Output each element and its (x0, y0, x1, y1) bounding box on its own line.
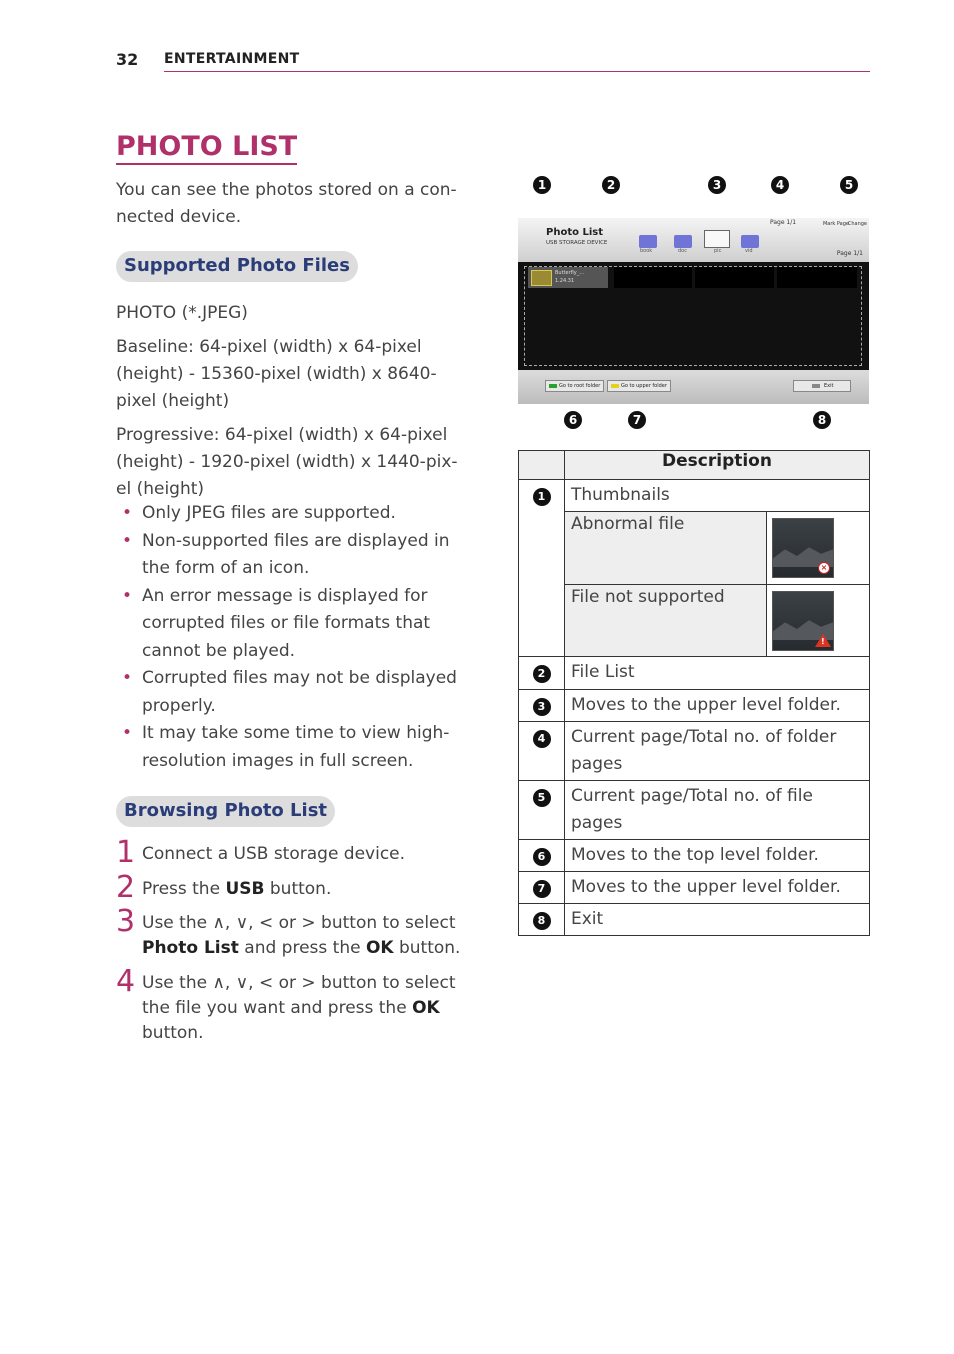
table-cell: Exit (565, 904, 870, 936)
step-text: Use the ∧, ∨, < or > button to select (142, 913, 456, 933)
step-text: and press the (238, 938, 366, 958)
step-text: Use the ∧, ∨, < or > button to select the file you want and press the (142, 973, 456, 1018)
callout-3: 3 (708, 176, 726, 194)
table-cell: Current page/Total no. of folder pages (565, 722, 870, 781)
callout-7: 7 (628, 411, 646, 429)
abnormal-file-label: Abnormal file (565, 512, 767, 585)
step-text: button. (142, 1023, 204, 1043)
warning-icon: ! (815, 634, 831, 647)
table-key (519, 722, 565, 781)
step-3 (116, 904, 476, 961)
file-name: Butterfly_... (555, 270, 585, 276)
exit-button[interactable]: Exit (793, 380, 851, 392)
folder-icon[interactable] (741, 235, 759, 248)
step-number: 4 (116, 964, 136, 999)
callout-8: 8 (813, 411, 831, 429)
folder-label: pic (714, 248, 722, 254)
step-key: Photo List (142, 938, 239, 958)
table-key (519, 872, 565, 904)
photo-format: PHOTO (*.JPEG) (116, 303, 248, 323)
folder-label: vid (745, 248, 753, 254)
key-number: 8 (533, 912, 551, 930)
table-header: Description (565, 451, 870, 480)
not-supported-label: File not supported (565, 585, 767, 657)
screen-footer (518, 370, 869, 404)
go-to-upper-button[interactable]: Go to upper folder (607, 380, 671, 392)
table-key (519, 690, 565, 722)
step-2 (116, 870, 476, 905)
key-number: 3 (533, 698, 551, 716)
table-cell: Thumbnails (565, 480, 870, 512)
go-to-root-button[interactable]: Go to root folder (545, 380, 604, 392)
step-4 (116, 964, 476, 1046)
step-key: OK (365, 938, 394, 958)
folder-label: doc (678, 248, 687, 254)
list-item: • Non-supported files are displayed in the form of an icon. (116, 528, 476, 583)
table-cell: Moves to the upper level folder. (565, 872, 870, 904)
list-item: • Corrupted files may not be displayed properly. (116, 665, 476, 720)
table-header-blank (519, 451, 565, 480)
intro-text: You can see the photos stored on a con-nected device. (116, 180, 457, 227)
key-number: 4 (533, 730, 551, 748)
page-title: PHOTO LIST (116, 131, 297, 165)
step-number: 3 (116, 904, 136, 939)
screen-subtitle: USB STORAGE DEVICE (546, 240, 608, 246)
step-text: button. (393, 938, 461, 958)
x-error-icon: × (818, 562, 830, 574)
folder-icon[interactable] (639, 235, 657, 248)
progressive-spec: Progressive: 64-pixel (width) x 64-pixel (height) - 1920-pixel (width) x 1440-pix-el (height) (116, 425, 458, 499)
table-key (519, 657, 565, 690)
folder-icon[interactable] (674, 235, 692, 248)
file-page-indicator: Page 1/1 (836, 250, 863, 257)
file-cell-selected[interactable] (528, 267, 608, 288)
list-item: • Only JPEG files are supported. (116, 500, 476, 528)
file-cell[interactable] (777, 267, 857, 288)
list-item: • An error message is displayed for corrupted files or file formats that cannot be played. (116, 583, 476, 666)
not-supported-thumb (767, 585, 870, 657)
file-cell[interactable] (695, 267, 774, 288)
abnormal-thumbnail (772, 518, 834, 578)
step-key: USB (225, 879, 265, 899)
step-number: 2 (116, 870, 136, 905)
browsing-heading: Browsing Photo List (116, 796, 335, 827)
table-cell: File List (565, 657, 870, 690)
header-rule (164, 71, 870, 72)
callout-4: 4 (771, 176, 789, 194)
step-text: Press the (142, 879, 226, 899)
page-number: 32 (116, 50, 139, 69)
key-number: 1 (533, 488, 551, 506)
table-cell: Current page/Total no. of file pages (565, 781, 870, 840)
description-table (518, 450, 870, 936)
baseline-spec: Baseline: 64-pixel (width) x 64-pixel (height) - 15360-pixel (width) x 8640-pixel (height) (116, 337, 437, 411)
supported-notes (116, 500, 476, 775)
screen-title: Photo List (546, 227, 603, 238)
supported-heading: Supported Photo Files (116, 251, 358, 282)
not-supported-thumbnail (772, 591, 834, 651)
folder-page-indicator: Page 1/1 (770, 219, 797, 226)
abnormal-file-thumb (767, 512, 870, 585)
table-key (519, 781, 565, 840)
table-cell: Moves to the upper level folder. (565, 690, 870, 722)
photo-list-screenshot (518, 218, 869, 404)
step-1 (116, 835, 476, 870)
screen-header (518, 218, 869, 262)
callout-6: 6 (564, 411, 582, 429)
step-text: button. (264, 879, 332, 899)
upper-folder-icon[interactable] (704, 230, 730, 248)
file-list (518, 262, 869, 370)
key-number: 2 (533, 665, 551, 683)
file-cell[interactable] (614, 267, 692, 288)
section-name: ENTERTAINMENT (164, 51, 300, 67)
table-key (519, 840, 565, 872)
step-text: Connect a USB storage device. (142, 844, 406, 864)
folder-label: book (640, 248, 653, 254)
file-date: 1.24.31 (555, 278, 575, 284)
key-number: 6 (533, 848, 551, 866)
table-cell: Moves to the top level folder. (565, 840, 870, 872)
callout-1: 1 (533, 176, 551, 194)
step-number: 1 (116, 835, 136, 870)
table-key (519, 904, 565, 936)
step-key: OK (412, 998, 440, 1018)
key-number: 7 (533, 880, 551, 898)
change-label: Change (847, 221, 867, 227)
browsing-steps (116, 835, 476, 1046)
mark-page-label: Mark Page (822, 221, 849, 227)
table-key (519, 480, 565, 657)
callout-5: 5 (840, 176, 858, 194)
callout-2: 2 (602, 176, 620, 194)
key-number: 5 (533, 789, 551, 807)
thumbnail-icon (531, 270, 552, 286)
list-item: • It may take some time to view high-resolution images in full screen. (116, 720, 476, 775)
